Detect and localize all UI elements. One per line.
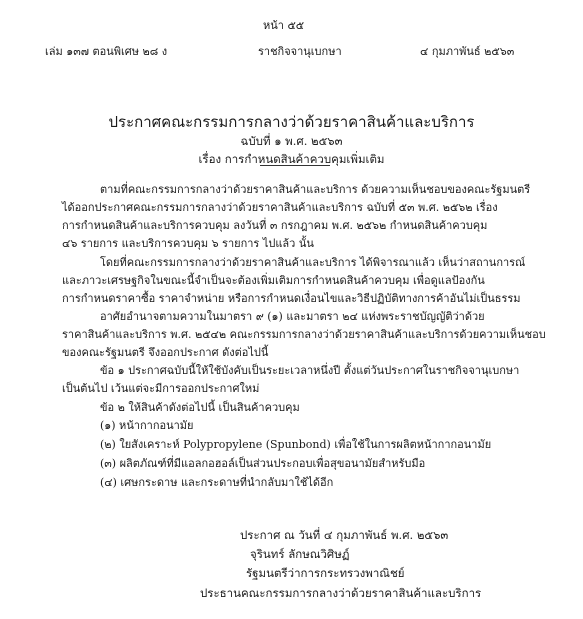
body-line: ข้อ ๑ ประกาศฉบับนี้ให้ใช้บังคับเป็นระยะเวลาหนึ่งปี ตั้งแต่วันประกาศในราชกิจจานุเบกษา: [100, 364, 520, 377]
list-item: (๓) ผลิตภัณฑ์ที่มีแอลกอฮอล์เป็นส่วนประกอบเพื่อสุขอนามัยสำหรับมือ: [100, 457, 426, 470]
signatory-position: รัฐมนตรีว่าการกระทรวงพาณิชย์: [246, 566, 405, 580]
body-line: ได้ออกประกาศคณะกรรมการกลางว่าด้วยราคาสินค้าและบริการ ฉบับที่ ๕๓ พ.ศ. ๒๕๖๒ เรื่อง: [62, 201, 498, 214]
body-line: เป็นต้นไป เว้นแต่จะมีการออกประกาศใหม่: [62, 382, 260, 395]
list-item: (๑) หน้ากากอนามัย: [100, 419, 194, 432]
list-item: (๔) เศษกระดาษ และกระดาษที่นำกลับมาใช้ได้อีก: [100, 476, 334, 489]
page-number: หน้า ๕๕: [263, 19, 305, 32]
volume-info: เล่ม ๑๓๗ ตอนพิเศษ ๒๘ ง: [45, 45, 168, 58]
body-line: ของคณะรัฐมนตรี จึงออกประกาศ ดังต่อไปนี้: [62, 346, 269, 359]
body-line: อาศัยอำนาจตามความในมาตรา ๙ (๑) และมาตรา ๒๔ แห่งพระราชบัญญัติว่าด้วย: [100, 310, 485, 323]
body-line: ตามที่คณะกรรมการกลางว่าด้วยราคาสินค้าและบริการ ด้วยความเห็นชอบของคณะรัฐมนตรี: [100, 183, 531, 196]
body-line: โดยที่คณะกรรมการกลางว่าด้วยราคาสินค้าและบริการ ได้พิจารณาแล้ว เห็นว่าสถานการณ์: [100, 256, 526, 269]
announcement-subject: เรื่อง การกำหนดสินค้าควบคุมเพิ่มเติม: [198, 152, 385, 166]
signatory-role: ประธานคณะกรรมการกลางว่าด้วยราคาสินค้าและบริการ: [200, 586, 482, 600]
gazette-name: ราชกิจจานุเบกษา: [258, 45, 342, 58]
body-line: และภาวะเศรษฐกิจในขณะนี้จำเป็นจะต้องเพิ่มเติมการกำหนดสินค้าควบคุม เพื่อดูแลป้องกัน: [62, 274, 485, 287]
body-line: การกำหนดราคาซื้อ ราคาจำหน่าย หรือการกำหนดเงื่อนไขและวิธีปฏิบัติทางการค้าอันไม่เป็นธรรม: [62, 292, 521, 305]
title-divider: [260, 165, 330, 166]
body-line: ราคาสินค้าและบริการ พ.ศ. ๒๕๔๒ คณะกรรมการกลางว่าด้วยราคาสินค้าและบริการด้วยความเห็นชอบ: [62, 328, 546, 341]
signatory-name: จุรินทร์ ลักษณวิศิษฏ์: [250, 547, 350, 561]
announcement-title: ประกาศคณะกรรมการกลางว่าด้วยราคาสินค้าและบริการ: [108, 113, 475, 131]
list-item: (๒) ใยสังเคราะห์ Polypropylene (Spunbond) เพื่อใช้ในการผลิตหน้ากากอนามัย: [100, 438, 492, 451]
body-line: การกำหนดสินค้าและบริการควบคุม ลงวันที่ ๓ กรกฎาคม พ.ศ. ๒๕๖๒ กำหนดสินค้าควบคุม: [62, 219, 488, 232]
announcement-date: ประกาศ ณ วันที่ ๔ กุมภาพันธ์ พ.ศ. ๒๕๖๓: [240, 528, 449, 542]
announcement-issue: ฉบับที่ ๑ พ.ศ. ๒๕๖๓: [240, 134, 343, 148]
gazette-date: ๔ กุมภาพันธ์ ๒๕๖๓: [420, 45, 515, 58]
body-line: ๔๖ รายการ และบริการควบคุม ๖ รายการ ไปแล้ว นั้น: [62, 237, 314, 250]
body-line: ข้อ ๒ ให้สินค้าดังต่อไปนี้ เป็นสินค้าควบคุม: [100, 401, 300, 414]
